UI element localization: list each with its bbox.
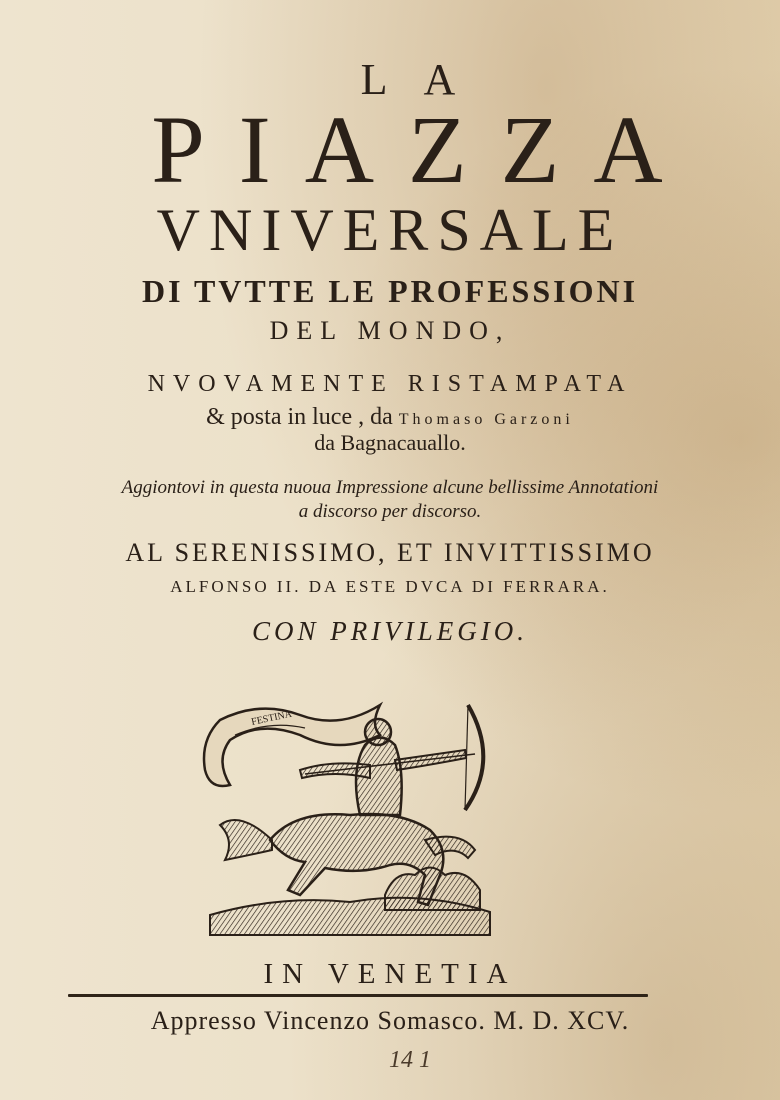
title-la: LA xyxy=(360,55,492,104)
subtitle-professioni: DI TVTTE LE PROFESSIONI xyxy=(141,273,639,309)
annotations-note-cont: a discorso per discorso. xyxy=(298,501,482,522)
author-line xyxy=(0,405,780,429)
title-piazza: PIAZZA xyxy=(151,96,697,203)
imprint-rule xyxy=(68,994,648,997)
privilege-line: CON PRIVILEGIO. xyxy=(252,616,528,646)
imprint-printer-date: Appresso Vincenzo Somasco. M. D. XCV. xyxy=(150,1006,630,1035)
author-name: Thomaso Garzoni xyxy=(398,411,574,428)
banner-text: FESTINA xyxy=(250,708,293,728)
handwritten-number: 14 1 xyxy=(389,1047,431,1073)
subtitle-mondo: DEL MONDO, xyxy=(269,316,511,345)
centaur-emblem xyxy=(200,690,500,940)
dedicatee: ALFONSO II. DA ESTE DVCA DI FERRARA. xyxy=(170,577,610,596)
reprint-note: NVOVAMENTE RISTAMPATA xyxy=(147,371,633,397)
title-universale: VNIVERSALE xyxy=(156,197,624,263)
dedication: AL SERENISSIMO, ET INVITTISSIMO xyxy=(125,538,655,567)
imprint-place: IN VENETIA xyxy=(263,958,517,990)
posta-prefix: & posta in luce , da xyxy=(206,404,393,430)
author-origin: da Bagnacauallo. xyxy=(314,430,466,455)
annotations-note: Aggiontovi in questa nuoua Impressione alcune bellissime Annotationi xyxy=(121,477,659,498)
